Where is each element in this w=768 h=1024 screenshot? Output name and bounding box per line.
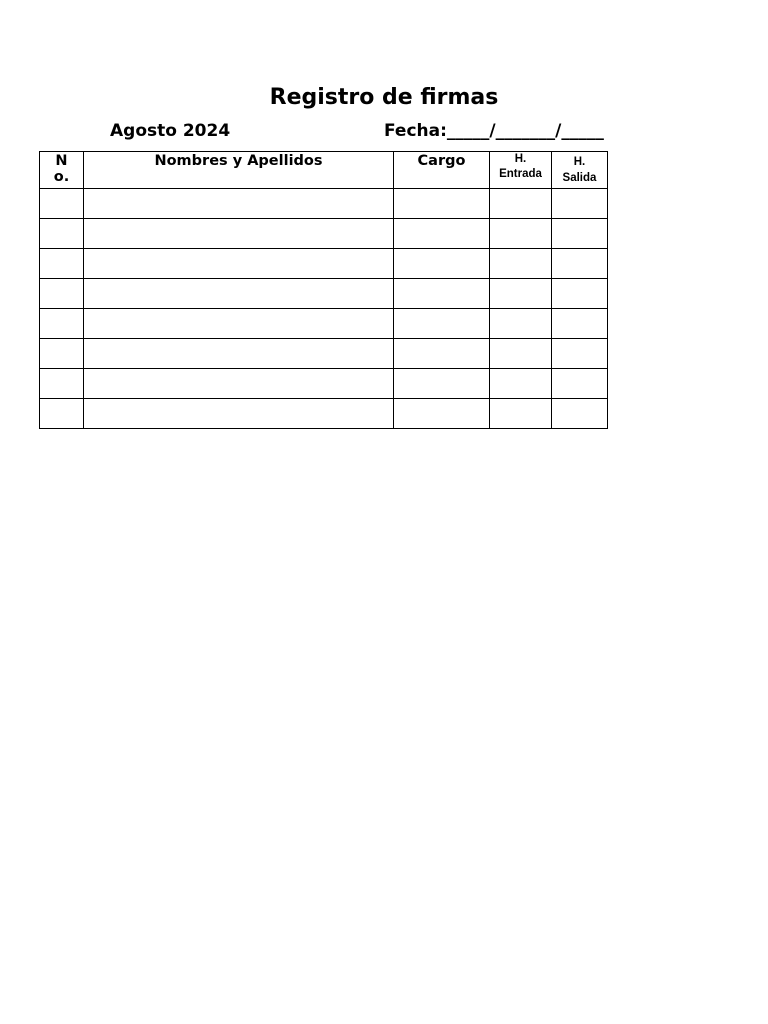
table-row [40,219,608,249]
cell-no[interactable] [40,249,84,279]
cell-no[interactable] [40,369,84,399]
cell-name[interactable] [84,189,394,219]
cell-exit-time[interactable] [552,369,608,399]
header-cargo: Cargo [394,152,490,189]
cell-exit-time[interactable] [552,189,608,219]
cell-cargo[interactable] [394,309,490,339]
header-no: No. [40,152,84,189]
table-row [40,369,608,399]
table-row [40,189,608,219]
cell-exit-time[interactable] [552,249,608,279]
cell-cargo[interactable] [394,219,490,249]
table-row [40,309,608,339]
cell-cargo[interactable] [394,249,490,279]
table-body [40,189,608,429]
cell-name[interactable] [84,219,394,249]
cell-entry-time[interactable] [490,369,552,399]
cell-cargo[interactable] [394,189,490,219]
table-row [40,339,608,369]
cell-no[interactable] [40,399,84,429]
cell-no[interactable] [40,339,84,369]
date-field: Fecha:_____/_______/_____ [384,121,604,141]
cell-name[interactable] [84,279,394,309]
table-header-row [40,152,608,189]
cell-no[interactable] [40,219,84,249]
cell-exit-time[interactable] [552,309,608,339]
cell-name[interactable] [84,369,394,399]
cell-name[interactable] [84,399,394,429]
header-names: Nombres y Apellidos [84,152,394,189]
cell-no[interactable] [40,309,84,339]
month-label: Agosto 2024 [110,121,231,141]
signature-table [39,151,608,429]
cell-cargo[interactable] [394,399,490,429]
header-exit-prefix: H. [573,156,586,168]
cell-no[interactable] [40,279,84,309]
cell-name[interactable] [84,309,394,339]
cell-name[interactable] [84,339,394,369]
cell-exit-time[interactable] [552,279,608,309]
cell-no[interactable] [40,189,84,219]
cell-entry-time[interactable] [490,189,552,219]
table-row [40,249,608,279]
cell-entry-time[interactable] [490,249,552,279]
header-entry-time [490,152,552,189]
header-entry-label: Entrada [499,168,542,180]
cell-name[interactable] [84,249,394,279]
cell-cargo[interactable] [394,369,490,399]
header-exit-label: Salida [562,172,597,184]
cell-entry-time[interactable] [490,309,552,339]
cell-entry-time[interactable] [490,339,552,369]
cell-exit-time[interactable] [552,399,608,429]
header-entry-prefix: H. [514,153,527,165]
cell-entry-time[interactable] [490,279,552,309]
cell-cargo[interactable] [394,339,490,369]
page-title: Registro de firmas [269,85,499,110]
table-row [40,279,608,309]
cell-cargo[interactable] [394,279,490,309]
cell-entry-time[interactable] [490,399,552,429]
cell-exit-time[interactable] [552,339,608,369]
cell-entry-time[interactable] [490,219,552,249]
header-exit-time [552,152,608,189]
cell-exit-time[interactable] [552,219,608,249]
table-row [40,399,608,429]
